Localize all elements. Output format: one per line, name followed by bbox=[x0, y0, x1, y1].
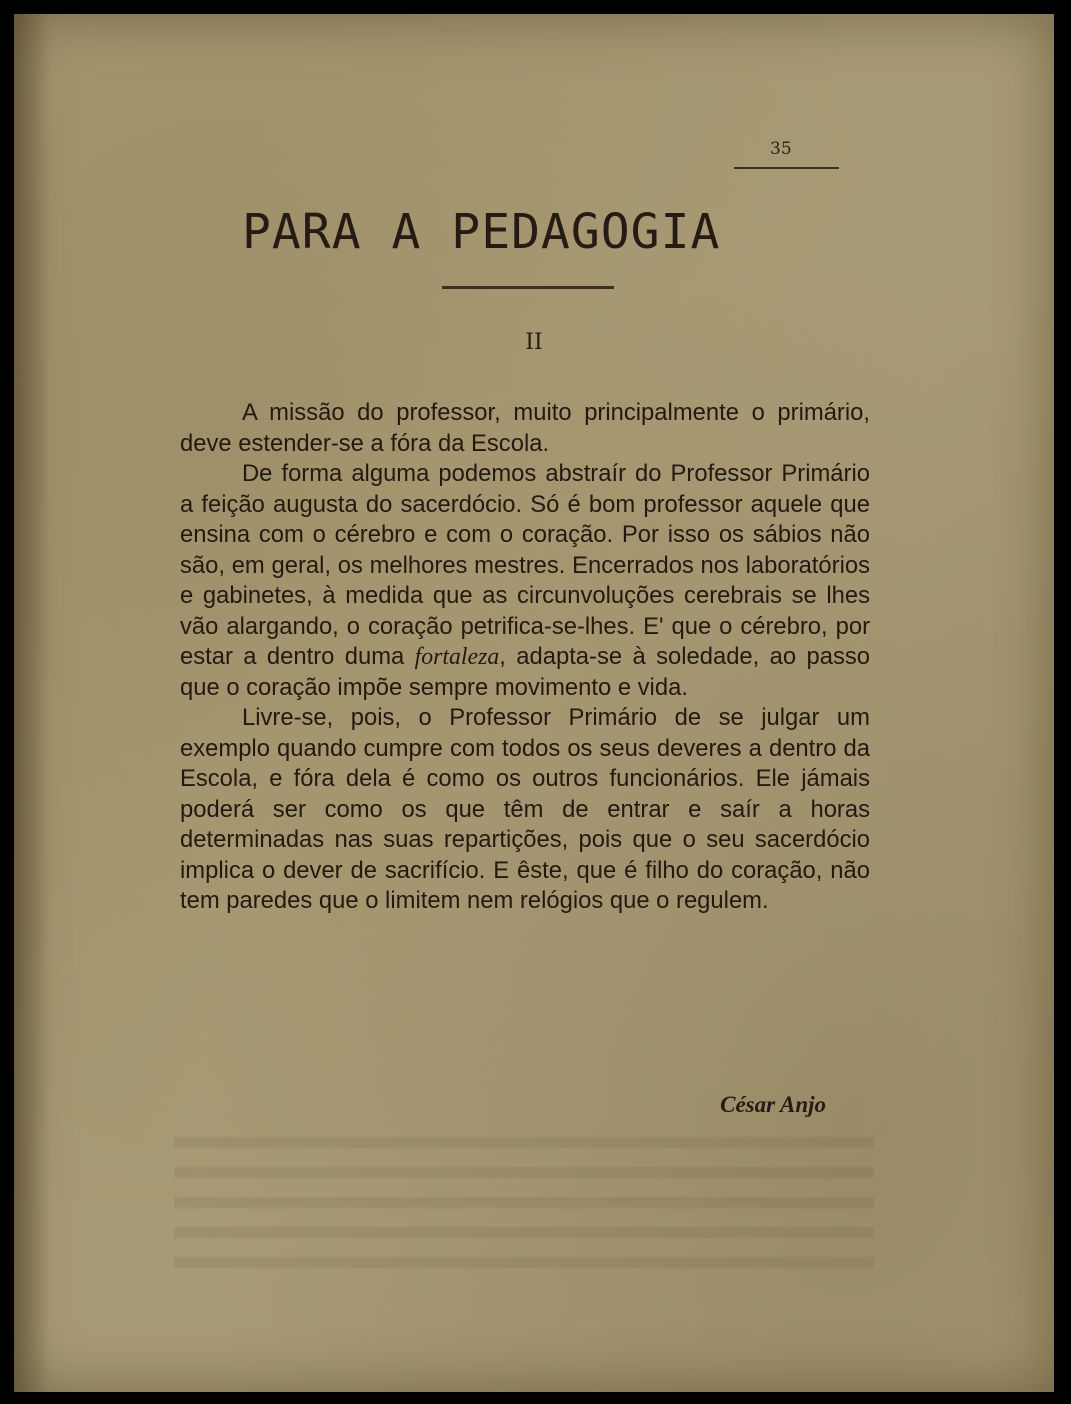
paragraph-2-text-end: , adapta-se à soledade, ao passo que o coração impõe sempre movimento e vida. bbox=[180, 643, 870, 701]
printed-page bbox=[14, 14, 1054, 1392]
paragraph-1-text: A missão do professor, muito principalmente o primário, deve estender-se a fóra da Escola. bbox=[180, 399, 870, 457]
author-signature: César Anjo bbox=[720, 1092, 826, 1117]
paragraph-3-text: Livre-se, pois, o Professor Primário de se julgar um exemplo quando cumpre com todos os seus deveres a dentro da Escola, e fóra dela é como os outros funcionários. Ele jámais poderá ser como os que têm de entrar e saír a horas determinadas nas suas repartições, pois que o seu sacerdócio implica o dever de sacrifício. E êste, que é filho do coração, não tem paredes que o limitem nem relógios que o regulem. bbox=[180, 704, 870, 914]
page-number: 35 bbox=[770, 139, 792, 159]
paragraph-2-text-start: De forma alguma podemos abstraír do Professor Primário a feição augusta do sacerdócio. Só é bom professor aquele que ensina com o cérebro e com o coração. Por isso os sábios não são, em geral, os melhores mestres. Encerrados nos laboratórios e gabinetes, à medida que as circunvoluções cerebrais se lhes vão alargando, o coração petrifica-se-lhes. E' que o cérebro, por estar a dentro duma bbox=[180, 460, 870, 670]
page-number-rule bbox=[734, 167, 839, 169]
paragraph-3 bbox=[180, 703, 870, 917]
page-binding-edge bbox=[14, 14, 50, 1392]
page-title: PARA A PEDAGOGIA bbox=[242, 204, 721, 260]
show-through-texture bbox=[174, 1126, 874, 1276]
paragraph-2-italic-word: fortaleza bbox=[414, 644, 500, 670]
paragraph-2 bbox=[180, 459, 870, 703]
section-numeral: II bbox=[525, 330, 543, 355]
title-divider bbox=[442, 286, 614, 289]
article-body bbox=[180, 398, 870, 917]
paragraph-1 bbox=[180, 398, 870, 459]
